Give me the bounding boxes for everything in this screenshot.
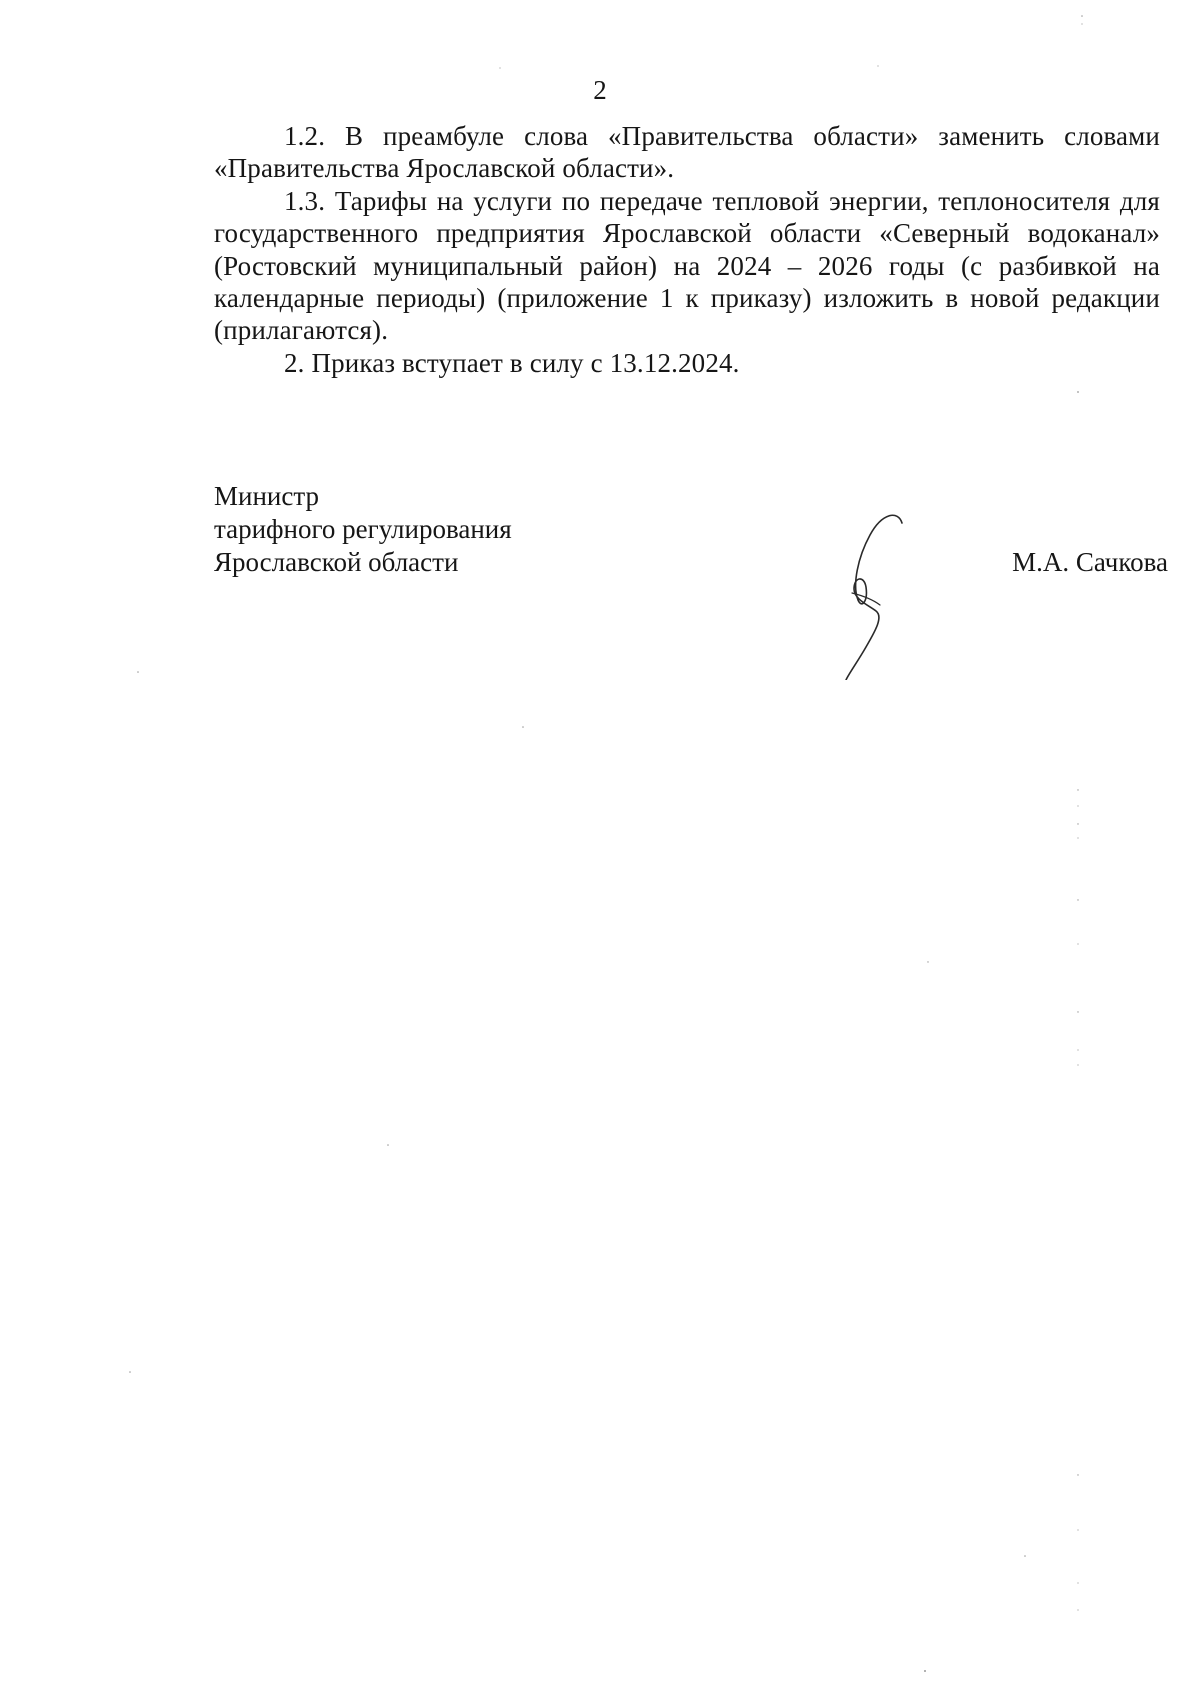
signer-name: М.А. Сачкова [1012,547,1168,577]
paragraph-1-2: 1.2. В преамбуле слова «Правительства области» заменить словами «Правительства Ярославской области». [214,121,1160,184]
position-line-1: Министр [214,481,319,511]
position-line-3: Ярославской области [214,547,459,577]
paragraph-1-3: 1.3. Тарифы на услуги по передаче тепловой энергии, теплоносителя для государственного предприятия Ярославской области «Северный водоканал» (Ростовский муниципальный район) на 2024 – 2026 годы (с разбивкой на календарные периоды) (приложение 1 к приказу) изложить в новой редакции (прилагаются). [214,185,1160,346]
page-number: 2 [593,75,607,105]
paragraph-2: 2. Приказ вступает в силу с 13.12.2024. [284,347,740,378]
position-line-2: тарифного регулирования [214,514,512,544]
